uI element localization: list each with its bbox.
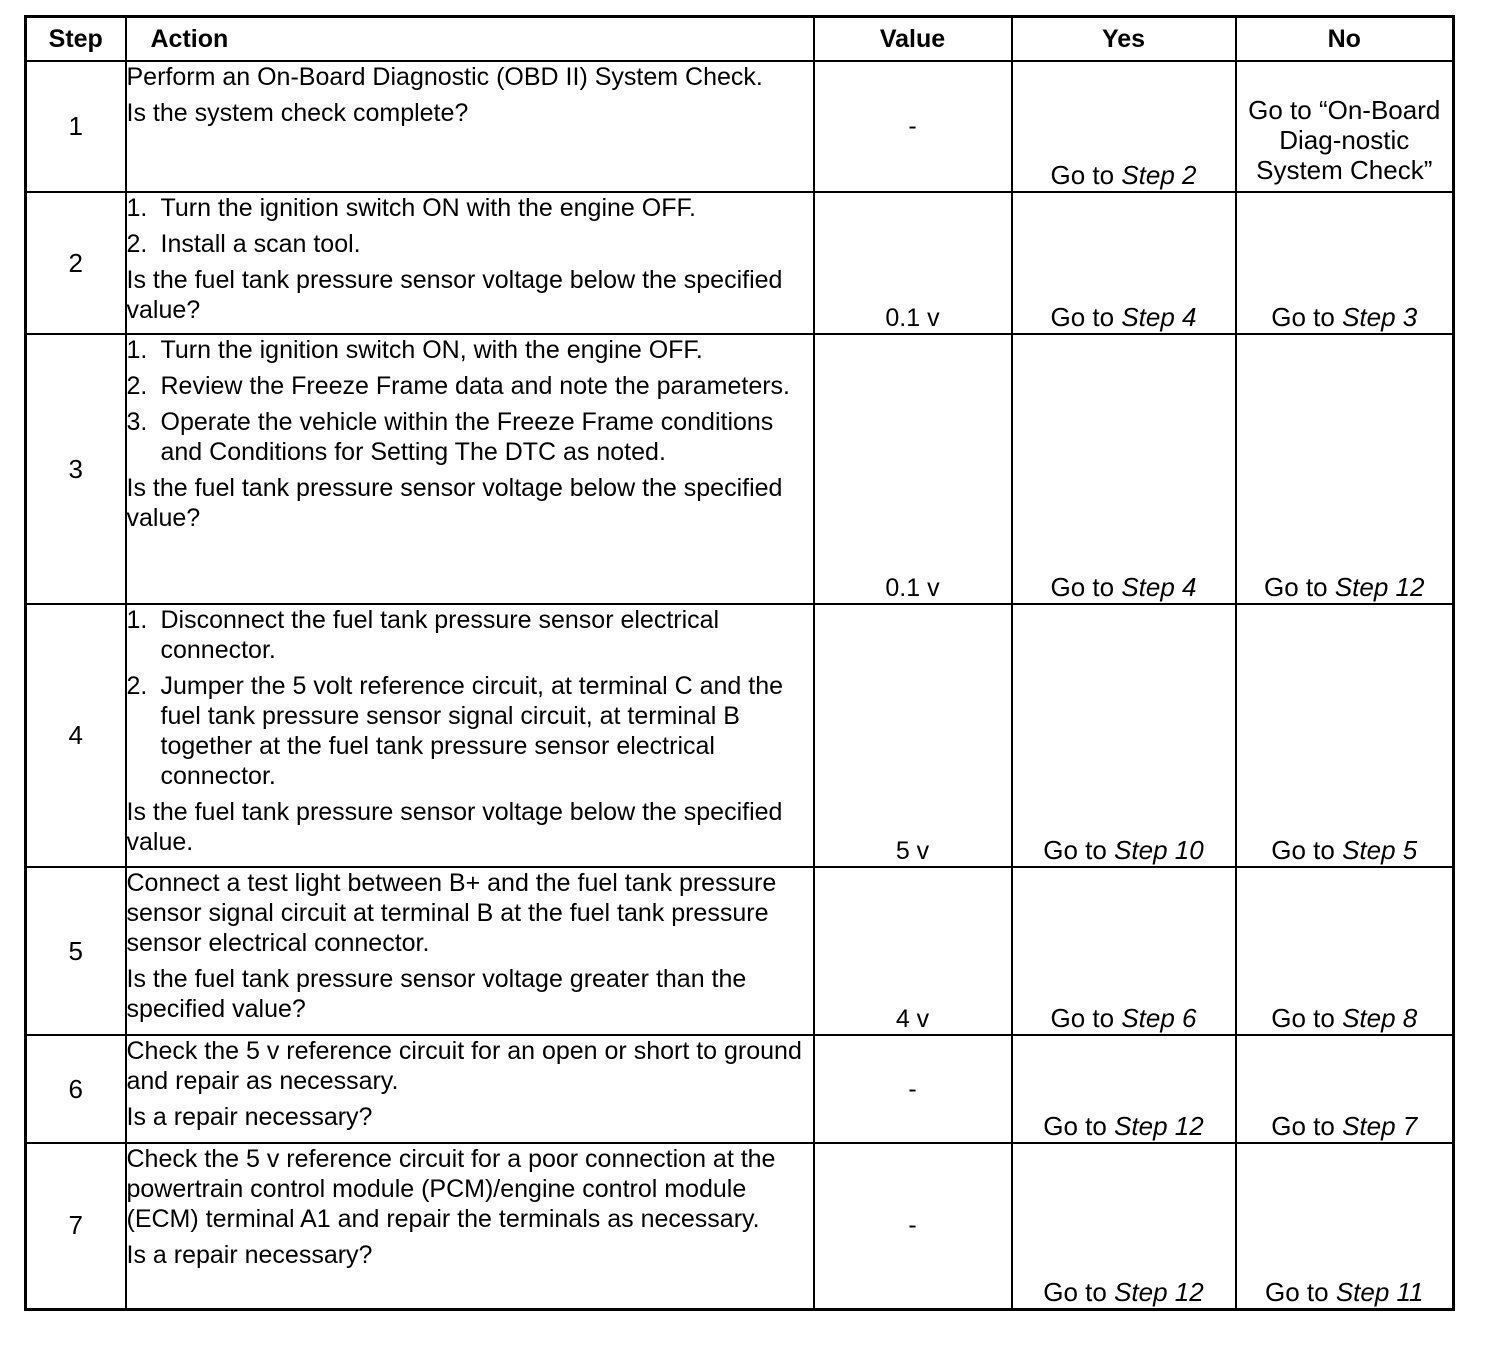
step-number: 4 (26, 604, 126, 867)
yes-step-ref: Step 12 (1114, 1276, 1204, 1307)
action-instruction: Perform an On-Board Diagnostic (OBD II) System Check. (126, 63, 763, 91)
no-step-ref: Step 7 (1342, 1111, 1418, 1141)
diagnostic-table (24, 15, 1455, 1311)
action-cell (126, 604, 814, 867)
no-cell (1236, 867, 1454, 1035)
action-steps-list (127, 193, 813, 259)
yes-step-ref: Step 4 (1121, 572, 1197, 602)
action-cell (126, 1143, 814, 1309)
list-item: 2. Review the Freeze Frame data and note the parameters. (126, 372, 790, 400)
action-instruction: Check the 5 v reference circuit for a poor connection at the powertrain control module (PCM)/engine control module (ECM) terminal A1 and repair the terminals as necessary. (126, 1145, 776, 1233)
header-row (26, 17, 1454, 62)
go-to-label: Go to (1050, 302, 1115, 332)
header-action: Action (126, 17, 814, 62)
action-cell (126, 1035, 814, 1143)
action-steps-list (127, 335, 813, 467)
yes-cell (1012, 192, 1236, 334)
go-to-label: Go to (1271, 302, 1335, 332)
value-cell: 0.1 v (814, 334, 1012, 604)
go-to-label: Go to (1050, 1003, 1115, 1033)
header-step: Step (26, 17, 126, 62)
list-item: 1. Turn the ignition switch ON with the engine OFF. (126, 194, 696, 222)
header-no: No (1236, 17, 1454, 62)
step-number: 6 (26, 1035, 126, 1143)
step-number: 1 (26, 61, 126, 192)
action-question: Is the fuel tank pressure sensor voltage below the specified value? (126, 266, 783, 324)
value-cell: - (814, 1035, 1012, 1143)
yes-cell (1012, 867, 1236, 1035)
action-question: Is the system check complete? (126, 99, 469, 127)
yes-cell (1012, 1143, 1236, 1309)
yes-step-ref: Step 12 (1114, 1111, 1204, 1141)
list-item: 1. Turn the ignition switch ON, with the engine OFF. (126, 336, 703, 364)
action-question: Is the fuel tank pressure sensor voltage below the specified value? (126, 474, 783, 532)
header-yes: Yes (1012, 17, 1236, 62)
action-question: Is the fuel tank pressure sensor voltage below the specified value. (126, 798, 783, 856)
no-step-ref: Step 3 (1342, 302, 1418, 332)
value-cell: - (814, 1143, 1012, 1309)
action-cell (126, 192, 814, 334)
action-cell (126, 334, 814, 604)
value-cell: 4 v (814, 867, 1012, 1035)
no-cell (1236, 1035, 1454, 1143)
yes-step-ref: Step 4 (1121, 302, 1197, 332)
action-cell (126, 61, 814, 192)
list-item: 2. Install a scan tool. (126, 230, 361, 258)
yes-cell (1012, 334, 1236, 604)
table-row (26, 192, 1454, 334)
go-to-label: Go to (1271, 1003, 1335, 1033)
table-row (26, 334, 1454, 604)
no-step-ref: Step 5 (1342, 835, 1418, 865)
go-to-label: Go to (1264, 572, 1328, 602)
no-cell (1236, 192, 1454, 334)
value-cell: - (814, 61, 1012, 192)
yes-cell (1012, 604, 1236, 867)
no-cell (1236, 334, 1454, 604)
step-number: 2 (26, 192, 126, 334)
action-steps-list (127, 605, 813, 791)
no-step-ref: Step 8 (1342, 1003, 1418, 1033)
table-row (26, 61, 1454, 192)
go-to-label: Go to (1264, 1276, 1329, 1307)
go-to-label: Go to (1043, 835, 1107, 865)
list-item: 1. Disconnect the fuel tank pressure sensor electrical connector. (126, 606, 720, 664)
no-cell (1236, 604, 1454, 867)
go-to-label: Go to (1043, 1111, 1107, 1141)
no-step-ref: Step 12 (1334, 572, 1425, 602)
value-cell: 5 v (814, 604, 1012, 867)
header-value: Value (814, 17, 1012, 62)
yes-step-ref: Step 10 (1114, 835, 1204, 865)
table-row (26, 867, 1454, 1035)
go-to-label: Go to (1271, 1111, 1335, 1141)
yes-cell (1012, 61, 1236, 192)
action-instruction: Connect a test light between B+ and the fuel tank pressure sensor signal circuit at terminal B at the fuel tank pressure sensor electrical connector. (126, 869, 777, 957)
go-to-label: Go to (1271, 835, 1335, 865)
action-question: Is a repair necessary? (126, 1241, 373, 1269)
list-item: 2. Jumper the 5 volt reference circuit, at terminal C and the fuel tank pressure sensor signal circuit, at terminal B together at the fuel tank pressure sensor electrical connector. (126, 672, 784, 790)
yes-step-ref: Step 2 (1121, 160, 1197, 190)
step-number: 5 (26, 867, 126, 1035)
no-step-ref: Step 11 (1335, 1276, 1424, 1307)
list-item: 3. Operate the vehicle within the Freeze Frame conditions and Conditions for Setting The DTC as noted. (126, 408, 774, 466)
step-number: 3 (26, 334, 126, 604)
action-question: Is the fuel tank pressure sensor voltage greater than the specified value? (126, 965, 747, 1023)
yes-cell (1012, 1035, 1236, 1143)
action-instruction: Check the 5 v reference circuit for an open or short to ground and repair as necessary. (126, 1037, 802, 1095)
table-row (26, 1143, 1454, 1309)
no-cell: Go to “On-Board Diag-nostic System Check” (1236, 61, 1454, 192)
go-to-label: Go to (1050, 572, 1115, 602)
step-number: 7 (26, 1143, 126, 1309)
action-cell (126, 867, 814, 1035)
go-to-label: Go to (1043, 1276, 1107, 1307)
table-row (26, 604, 1454, 867)
value-cell: 0.1 v (814, 192, 1012, 334)
action-question: Is a repair necessary? (126, 1103, 373, 1131)
go-to-label: Go to (1050, 160, 1115, 190)
no-cell (1236, 1143, 1454, 1309)
yes-step-ref: Step 6 (1121, 1003, 1197, 1033)
table-row (26, 1035, 1454, 1143)
